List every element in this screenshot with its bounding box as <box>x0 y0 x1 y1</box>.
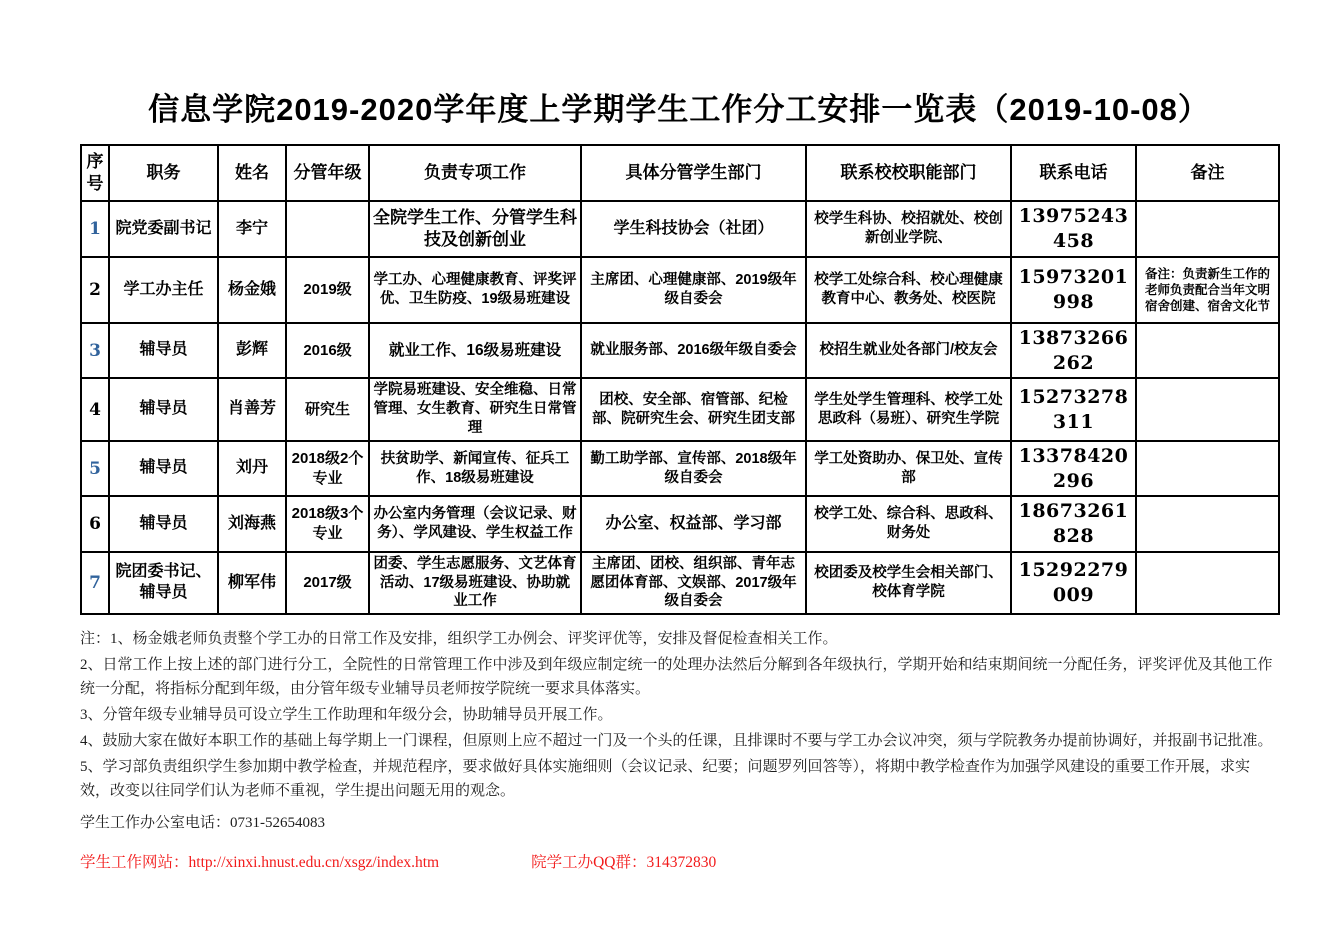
header-name: 姓名 <box>218 145 286 201</box>
serial-cell: 3 <box>81 323 109 378</box>
phone-cell: 13873266262 <box>1011 323 1136 378</box>
name-cell: 杨金娥 <box>218 257 286 323</box>
name-cell: 刘丹 <box>218 441 286 496</box>
grade-cell <box>286 201 369 257</box>
remark-cell <box>1136 441 1279 496</box>
serial-cell: 4 <box>81 378 109 441</box>
header-remark: 备注 <box>1136 145 1279 201</box>
table-header-row <box>81 145 1279 201</box>
student-departments-cell: 主席团、团校、组织部、青年志愿团体育部、文娱部、2017级年级自委会 <box>581 552 806 615</box>
serial-cell: 5 <box>81 441 109 496</box>
table-row <box>81 257 1279 323</box>
qq-label: 院学工办QQ群： <box>531 853 647 871</box>
remark-cell <box>1136 496 1279 551</box>
student-departments-cell: 就业服务部、2016级年级自委会 <box>581 323 806 378</box>
website-label: 学生工作网站： <box>80 853 189 871</box>
phone-cell: 15292279009 <box>1011 552 1136 615</box>
phone-cell: 15273278311 <box>1011 378 1136 441</box>
name-cell: 彭辉 <box>218 323 286 378</box>
name-cell: 李宁 <box>218 201 286 257</box>
table-row <box>81 378 1279 441</box>
table-row <box>81 441 1279 496</box>
phone-cell: 13975243458 <box>1011 201 1136 257</box>
position-cell: 辅导员 <box>109 323 218 378</box>
footer-links <box>80 850 1278 872</box>
header-school-departments: 联系校校职能部门 <box>806 145 1011 201</box>
grade-cell: 2019级 <box>286 257 369 323</box>
position-cell: 学工办主任 <box>109 257 218 323</box>
serial-cell: 6 <box>81 496 109 551</box>
website-line <box>80 850 439 872</box>
grade-cell: 2016级 <box>286 323 369 378</box>
header-serial: 序号 <box>81 145 109 201</box>
table-row <box>81 552 1279 615</box>
phone-cell: 15973201998 <box>1011 257 1136 323</box>
school-departments-cell: 学工处资助办、保卫处、宣传部 <box>806 441 1011 496</box>
school-departments-cell: 学生处学生管理科、校学工处思政科（易班）、研究生学院 <box>806 378 1011 441</box>
header-special-work: 负责专项工作 <box>369 145 581 201</box>
remark-cell <box>1136 201 1279 257</box>
special-work-cell: 学院易班建设、安全维稳、日常管理、女生教育、研究生日常管理 <box>369 378 581 441</box>
grade-cell: 2018级2个专业 <box>286 441 369 496</box>
note-line: 4、鼓励大家在做好本职工作的基础上每学期上一门课程，但原则上应不超过一门及一个头的任课，且排课时不要与学工办会议冲突，须与学院教务办提前协调好，并报副书记批准。 <box>80 733 1273 750</box>
special-work-cell: 全院学生工作、分管学生科技及创新创业 <box>369 201 581 257</box>
name-cell: 柳军伟 <box>218 552 286 615</box>
office-phone-line: 学生工作办公室电话：0731-52654083 <box>80 814 325 831</box>
position-cell: 院团委书记、辅导员 <box>109 552 218 615</box>
position-cell: 辅导员 <box>109 441 218 496</box>
header-grade: 分管年级 <box>286 145 369 201</box>
special-work-cell: 团委、学生志愿服务、文艺体育活动、17级易班建设、协助就业工作 <box>369 552 581 615</box>
remark-cell <box>1136 552 1279 615</box>
position-cell: 辅导员 <box>109 496 218 551</box>
table-row <box>81 496 1279 551</box>
special-work-cell: 办公室内务管理（会议记录、财务）、学风建设、学生权益工作 <box>369 496 581 551</box>
remark-cell <box>1136 323 1279 378</box>
remark-cell: 备注：负责新生工作的老师负责配合当年文明宿舍创建、宿舍文化节 <box>1136 257 1279 323</box>
note-line: 5、学习部负责组织学生参加期中教学检查，并规范程序，要求做好具体实施细则（会议记录、纪要；问题罗列回答等），将期中教学检查作为加强学风建设的重要工作开展，求实效，改变以往同学们认为老师不重视，学生提出问题无用的观念。 <box>80 759 1251 799</box>
school-departments-cell: 校学工处综合科、校心理健康教育中心、教务处、校医院 <box>806 257 1011 323</box>
notes-section <box>80 628 1278 803</box>
work-assignment-table <box>80 144 1280 615</box>
school-departments-cell: 校学生科协、校招就处、校创新创业学院、 <box>806 201 1011 257</box>
name-cell: 刘海燕 <box>218 496 286 551</box>
serial-cell: 1 <box>81 201 109 257</box>
remark-cell <box>1136 378 1279 441</box>
special-work-cell: 学工办、心理健康教育、评奖评优、卫生防疫、19级易班建设 <box>369 257 581 323</box>
header-position: 职务 <box>109 145 218 201</box>
student-departments-cell: 办公室、权益部、学习部 <box>581 496 806 551</box>
grade-cell: 2018级3个专业 <box>286 496 369 551</box>
phone-cell: 18673261828 <box>1011 496 1136 551</box>
note-line: 注：1、杨金娥老师负责整个学工办的日常工作及安排，组织学工办例会、评奖评优等，安排及督促检查相关工作。 <box>80 631 838 648</box>
school-departments-cell: 校学工处、综合科、思政科、财务处 <box>806 496 1011 551</box>
position-cell: 院党委副书记 <box>109 201 218 257</box>
table-row <box>81 323 1279 378</box>
school-departments-cell: 校团委及校学生会相关部门、校体育学院 <box>806 552 1011 615</box>
student-departments-cell: 学生科技协会（社团） <box>581 201 806 257</box>
student-departments-cell: 团校、安全部、宿管部、纪检部、院研究生会、研究生团支部 <box>581 378 806 441</box>
special-work-cell: 扶贫助学、新闻宣传、征兵工作、18级易班建设 <box>369 441 581 496</box>
phone-cell: 13378420296 <box>1011 441 1136 496</box>
qq-number: 314372830 <box>646 853 717 871</box>
grade-cell: 研究生 <box>286 378 369 441</box>
grade-cell: 2017级 <box>286 552 369 615</box>
website-url: http://xinxi.hnust.edu.cn/xsgz/index.htm <box>188 853 440 871</box>
note-line: 2、日常工作上按上述的部门进行分工，全院性的日常管理工作中涉及到年级应制定统一的处理办法然后分解到各年级执行，学期开始和结束期间统一分配任务，评奖评优及其他工作统一分配，将指标分配到年级，由分管年级专业辅导员老师按学院统一要求具体落实。 <box>80 657 1273 697</box>
serial-cell: 2 <box>81 257 109 323</box>
table-row <box>81 201 1279 257</box>
page-title: 信息学院2019-2020学年度上学期学生工作分工安排一览表（2019-10-08） <box>148 92 1210 127</box>
header-phone: 联系电话 <box>1011 145 1136 201</box>
student-departments-cell: 主席团、心理健康部、2019级年级自委会 <box>581 257 806 323</box>
school-departments-cell: 校招生就业处各部门/校友会 <box>806 323 1011 378</box>
serial-cell: 7 <box>81 552 109 615</box>
student-departments-cell: 勤工助学部、宣传部、2018级年级自委会 <box>581 441 806 496</box>
special-work-cell: 就业工作、16级易班建设 <box>369 323 581 378</box>
header-student-departments: 具体分管学生部门 <box>581 145 806 201</box>
qq-group-line <box>531 850 716 872</box>
position-cell: 辅导员 <box>109 378 218 441</box>
name-cell: 肖善芳 <box>218 378 286 441</box>
note-line: 3、分管年级专业辅导员可设立学生工作助理和年级分会，协助辅导员开展工作。 <box>80 706 613 723</box>
